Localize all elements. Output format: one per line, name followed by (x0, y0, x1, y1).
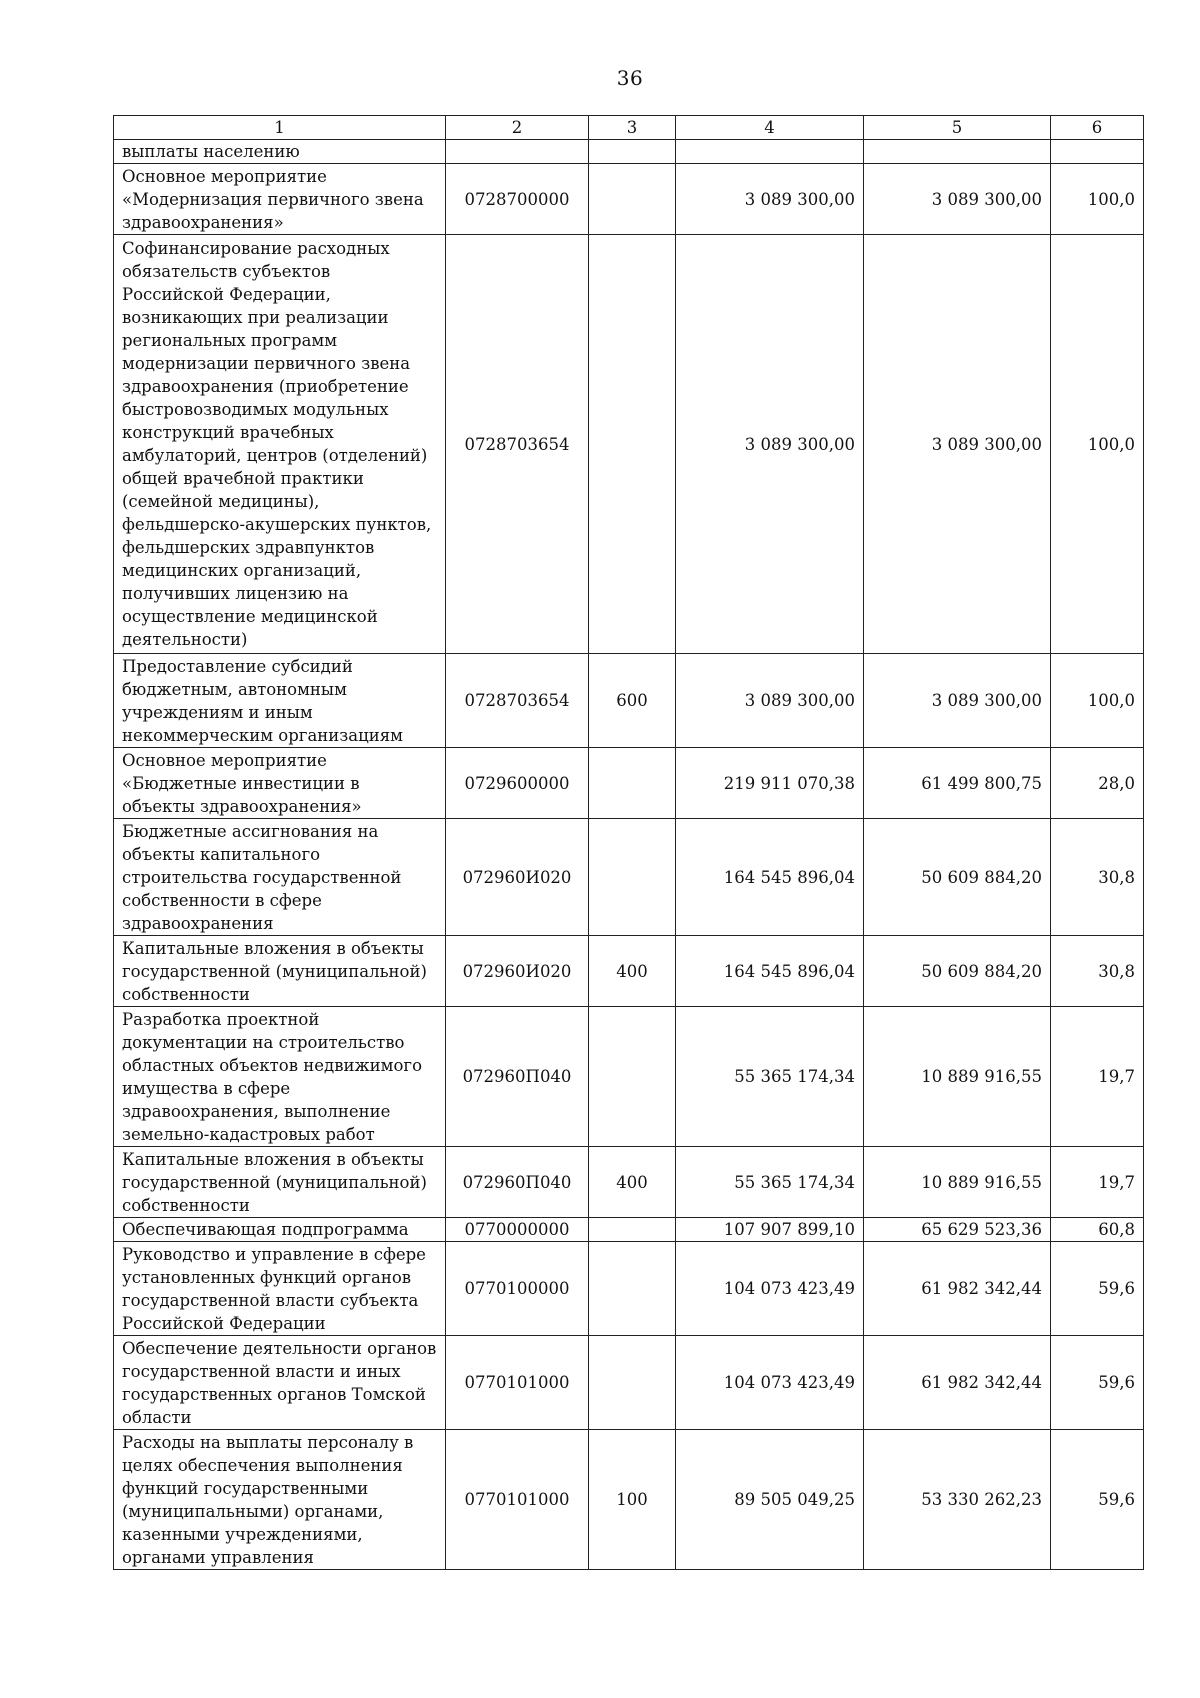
header-col-1: 1 (114, 116, 446, 140)
row-type (589, 140, 676, 164)
row-plan: 104 073 423,49 (676, 1242, 864, 1336)
row-type (589, 235, 676, 654)
row-plan: 3 089 300,00 (676, 235, 864, 654)
header-col-5: 5 (864, 116, 1051, 140)
row-fact: 65 629 523,36 (864, 1218, 1051, 1242)
row-name: выплаты населению (114, 140, 446, 164)
row-fact: 10 889 916,55 (864, 1007, 1051, 1147)
row-code: 072960И020 (446, 819, 589, 936)
table-row (114, 1007, 1144, 1147)
row-plan: 219 911 070,38 (676, 748, 864, 819)
row-name: Капитальные вложения в объекты государственной (муниципальной) собственности (114, 936, 446, 1007)
row-percent: 100,0 (1051, 235, 1144, 654)
header-col-4: 4 (676, 116, 864, 140)
header-col-2: 2 (446, 116, 589, 140)
row-code: 0770000000 (446, 1218, 589, 1242)
row-percent: 30,8 (1051, 936, 1144, 1007)
row-fact: 50 609 884,20 (864, 936, 1051, 1007)
row-code: 0728703654 (446, 654, 589, 748)
row-name: Обеспечивающая подпрограмма (114, 1218, 446, 1242)
row-code (446, 140, 589, 164)
budget-table (113, 115, 1144, 1570)
table-row (114, 936, 1144, 1007)
row-percent: 60,8 (1051, 1218, 1144, 1242)
row-name: Руководство и управление в сфере установленных функций органов государственной власти субъекта Российской Федерации (114, 1242, 446, 1336)
row-name: Разработка проектной документации на строительство областных объектов недвижимого имущества в сфере здравоохранения, выполнение земельно-кадастровых работ (114, 1007, 446, 1147)
row-plan (676, 140, 864, 164)
row-code: 0770101000 (446, 1430, 589, 1570)
row-name: Основное мероприятие «Бюджетные инвестиции в объекты здравоохранения» (114, 748, 446, 819)
row-code: 072960П040 (446, 1007, 589, 1147)
table-row (114, 748, 1144, 819)
row-type (589, 748, 676, 819)
table-row (114, 164, 1144, 235)
table-row (114, 1147, 1144, 1218)
header-col-3: 3 (589, 116, 676, 140)
table-row (114, 140, 1144, 164)
row-code: 0729600000 (446, 748, 589, 819)
page-number: 36 (616, 66, 644, 90)
row-percent: 59,6 (1051, 1336, 1144, 1430)
header-col-6: 6 (1051, 116, 1144, 140)
header-row (114, 116, 1144, 140)
row-plan: 3 089 300,00 (676, 654, 864, 748)
row-name: Бюджетные ассигнования на объекты капитального строительства государственной собственности в сфере здравоохранения (114, 819, 446, 936)
row-fact: 61 982 342,44 (864, 1242, 1051, 1336)
row-type (589, 819, 676, 936)
row-plan: 164 545 896,04 (676, 936, 864, 1007)
row-code: 072960П040 (446, 1147, 589, 1218)
row-code: 0770100000 (446, 1242, 589, 1336)
row-name: Основное мероприятие «Модернизация первичного звена здравоохранения» (114, 164, 446, 235)
row-fact: 3 089 300,00 (864, 235, 1051, 654)
row-type: 600 (589, 654, 676, 748)
row-plan: 3 089 300,00 (676, 164, 864, 235)
row-name: Расходы на выплаты персоналу в целях обеспечения выполнения функций государственными (муниципальными) органами, казенными учреждениями, органами управления (114, 1430, 446, 1570)
row-fact: 3 089 300,00 (864, 164, 1051, 235)
row-percent: 19,7 (1051, 1147, 1144, 1218)
table-row (114, 1218, 1144, 1242)
row-code: 072960И020 (446, 936, 589, 1007)
row-name: Предоставление субсидий бюджетным, автономным учреждениям и иным некоммерческим организациям (114, 654, 446, 748)
row-percent: 59,6 (1051, 1430, 1144, 1570)
table-row (114, 235, 1144, 654)
table-row (114, 819, 1144, 936)
row-plan: 55 365 174,34 (676, 1007, 864, 1147)
row-fact: 3 089 300,00 (864, 654, 1051, 748)
row-percent: 19,7 (1051, 1007, 1144, 1147)
row-type: 100 (589, 1430, 676, 1570)
row-plan: 104 073 423,49 (676, 1336, 864, 1430)
row-type (589, 1336, 676, 1430)
row-plan: 89 505 049,25 (676, 1430, 864, 1570)
row-code: 0728700000 (446, 164, 589, 235)
row-type (589, 164, 676, 235)
row-fact: 53 330 262,23 (864, 1430, 1051, 1570)
row-name: Капитальные вложения в объекты государственной (муниципальной) собственности (114, 1147, 446, 1218)
row-fact: 50 609 884,20 (864, 819, 1051, 936)
row-plan: 55 365 174,34 (676, 1147, 864, 1218)
row-percent: 28,0 (1051, 748, 1144, 819)
row-plan: 164 545 896,04 (676, 819, 864, 936)
row-code: 0728703654 (446, 235, 589, 654)
row-plan: 107 907 899,10 (676, 1218, 864, 1242)
row-percent (1051, 140, 1144, 164)
row-fact: 61 499 800,75 (864, 748, 1051, 819)
row-type: 400 (589, 936, 676, 1007)
row-percent: 100,0 (1051, 164, 1144, 235)
row-code: 0770101000 (446, 1336, 589, 1430)
row-type (589, 1218, 676, 1242)
row-type: 400 (589, 1147, 676, 1218)
row-percent: 100,0 (1051, 654, 1144, 748)
row-fact: 61 982 342,44 (864, 1336, 1051, 1430)
row-percent: 30,8 (1051, 819, 1144, 936)
row-type (589, 1007, 676, 1147)
table-row (114, 654, 1144, 748)
row-percent: 59,6 (1051, 1242, 1144, 1336)
table-row (114, 1336, 1144, 1430)
table-row (114, 1242, 1144, 1336)
row-type (589, 1242, 676, 1336)
row-name: Софинансирование расходных обязательств субъектов Российской Федерации, возникающих при реализации региональных программ модернизации первичного звена здравоохранения (приобретение быстровозводимых модульных конструкций врачебных амбулаторий, центров (отделений) общей врачебной практики (семейной медицины), фельдшерско-акушерских пунктов, фельдшерских здравпунктов медицинских организаций, получивших лицензию на осуществление медицинской деятельности) (114, 235, 446, 654)
row-name: Обеспечение деятельности органов государственной власти и иных государственных органов Томской области (114, 1336, 446, 1430)
table-row (114, 1430, 1144, 1570)
row-fact: 10 889 916,55 (864, 1147, 1051, 1218)
row-fact (864, 140, 1051, 164)
